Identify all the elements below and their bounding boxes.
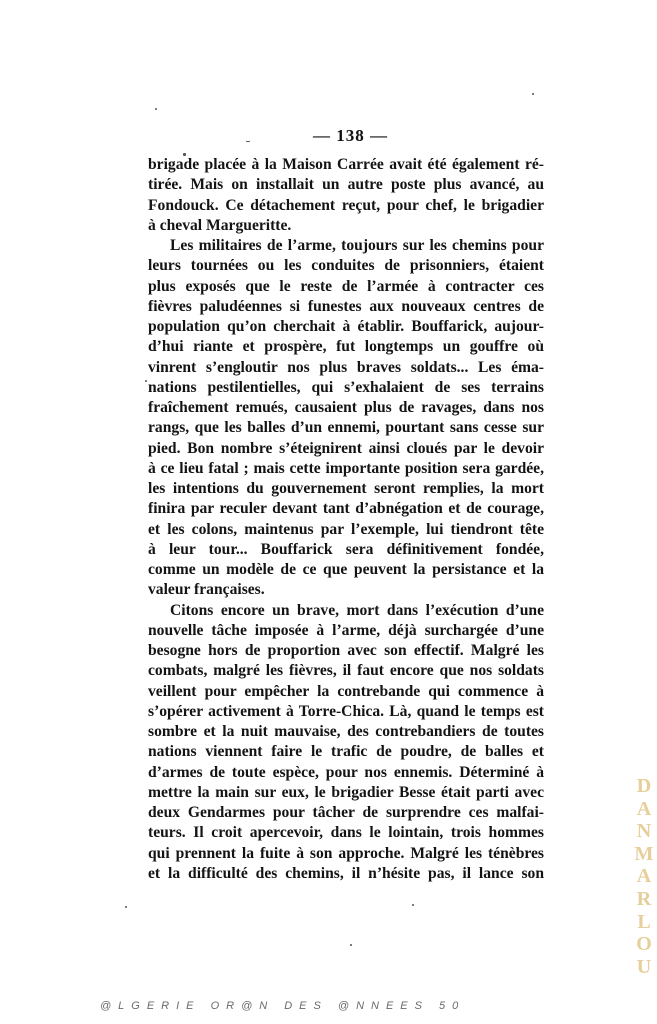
side-watermark-letter: A [636,797,652,820]
side-watermark-letter: U [636,955,652,978]
side-watermark-letter: L [637,910,651,933]
body-text [148,155,544,884]
text-line: à leur tour... Bouffarick sera définitivement fondée, [148,540,544,558]
text-line: population qu’on cherchait à établir. Bouffarick, aujour- [148,318,544,335]
text-line: et la difficulté des chemins, il n’hésite pas, il lance son [148,864,544,882]
text-line: nouvelle tâche imposée à l’arme, déjà surchargée d’une [148,621,544,639]
side-watermark-letter: M [634,842,654,865]
scan-speck [155,108,157,110]
text-line: à cheval Margueritte. [148,216,292,234]
side-watermark-letter: A [636,865,652,888]
side-watermark-letter: D [636,775,652,797]
text-line: s’opérer activement à Torre-Chica. Là, quand le temps est [148,702,544,720]
text-line: fièvres paludéennes si funestes aux nouveaux centres de [148,297,544,315]
text-line: d’hui riante et prospère, fut longtemps un gouffre où [148,338,544,356]
text-line: Les militaires de l’arme, toujours sur les chemins pour [170,237,544,254]
text-line: pied. Bon nombre s’éteignirent ainsi cloués par le devoir [148,439,544,457]
side-watermark-letter: O [636,933,652,956]
text-line: veillent pour empêcher la contrebande qui commence à [148,682,544,700]
scan-speck [412,904,414,906]
scan-speck [246,141,250,142]
text-line: Citons encore un brave, mort dans l’exécution d’une [170,601,544,619]
text-line: tirée. Mais on installait un autre poste plus avancé, au [148,176,544,194]
text-line: leurs tournées ou les conduites de prisonniers, étaient [148,257,544,275]
scan-speck [350,944,352,946]
text-line: comme un modèle de ce que peuvent la persistance et la [148,561,544,578]
scan-speck [183,153,186,156]
text-line: sombre et la nuit mauvaise, des contrebandiers de toutes [148,723,544,740]
text-line: combats, malgré les fièvres, il faut encore que nos soldats [148,662,544,680]
text-line: fraîchement remués, causaient plus de ravages, dans nos [148,399,544,416]
text-line: Fondouck. Ce détachement reçut, pour chef, le brigadier [148,196,544,214]
text-line: nations viennent faire le trafic de poudre, de balles et [148,743,544,761]
text-line: nations pestilentielles, qui s’exhalaient de ses terrains [148,378,544,396]
side-watermark-letter: R [636,887,652,910]
scan-speck [145,380,147,382]
text-line: finira par reculer devant tant d’abnégation et de courage, [148,500,544,518]
text-line: les intentions du gouvernement seront remplies, la mort [148,480,544,497]
text-line: et les colons, maintenus par l’exemple, lui tiendront tête [148,520,544,538]
text-line: mettre la main sur eux, le brigadier Besse était parti avec [148,783,544,801]
text-line: valeur françaises. [148,581,265,599]
text-line: plus exposés que le reste de l’armée à contracter ces [148,277,544,295]
text-line: d’armes de toute espèce, pour nos ennemis. Déterminé à [148,763,544,781]
text-line: à ce lieu fatal ; mais cette importante position sera gardée, [148,459,544,477]
side-watermark [632,775,656,978]
text-line: brigade placée à la Maison Carrée avait été également ré- [148,156,544,173]
text-line: teurs. Il croit apercevoir, dans le lointain, trois hommes [148,824,544,842]
text-line: vinrent s’engloutir nos plus braves soldats... Les éma- [148,358,544,376]
scan-speck [125,906,127,908]
scan-speck [532,93,534,95]
page-number: — 138 — [313,126,388,145]
text-line: deux Gendarmes pour tâcher de surprendre ces malfai- [148,804,544,821]
text-line: rangs, que les balles d’un ennemi, pourtant sans cesse sur [148,419,544,437]
text-line: qui prennent la fuite à son approche. Malgré les ténèbres [148,844,544,862]
side-watermark-letter: N [636,820,652,843]
text-line: besogne hors de proportion avec son effectif. Malgré les [148,642,544,659]
footer-watermark: @LGERIE OR@N DES @NNEES 50 [100,1000,466,1012]
